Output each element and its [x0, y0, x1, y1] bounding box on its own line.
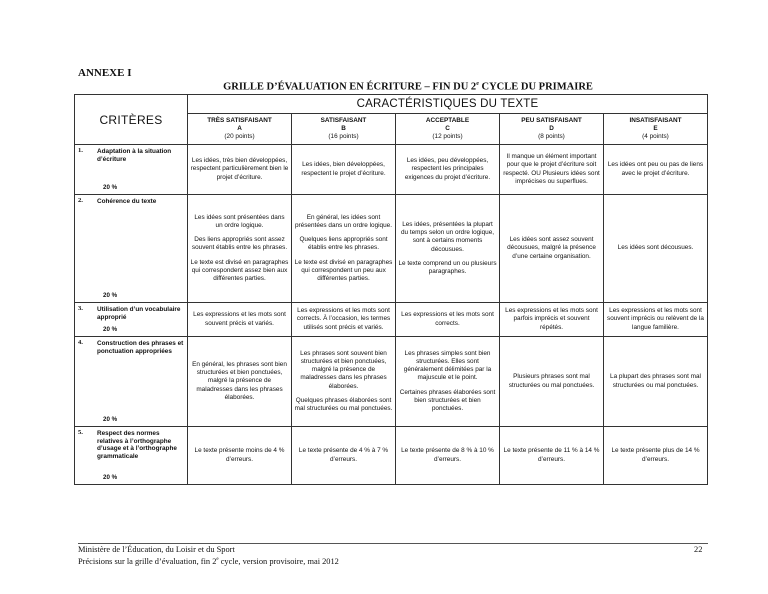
- title-text: GRILLE D’ÉVALUATION EN ÉCRITURE – FIN DU 2: [223, 81, 477, 93]
- descriptor-text: Les expressions et les mots sont corrects.: [401, 311, 494, 327]
- criterion-weight: 20 %: [103, 184, 118, 192]
- descriptor-cell-e: [604, 195, 708, 303]
- descriptor-text: Le texte présente de 8 % à 10 % d’erreurs.: [401, 447, 494, 463]
- descriptor-cell-d: [500, 195, 604, 303]
- descriptor-text: Les idées sont assez souvent décousues, malgré la présence d’une certaine organisation.: [507, 236, 596, 260]
- descriptor-cell-b: [292, 303, 396, 337]
- level-name: PEU SATISFAISANT: [521, 116, 582, 124]
- descriptor-cell-d: [500, 303, 604, 337]
- criterion-weight: 20 %: [103, 326, 118, 334]
- table-row: [75, 427, 708, 485]
- criterion-number: 2.: [78, 197, 83, 204]
- criterion-number: 5.: [78, 429, 83, 436]
- footer-ministry: Ministère de l’Éducation, du Loisir et du Sport: [78, 545, 235, 554]
- descriptor-cell-b: [292, 145, 396, 195]
- criterion-cell: [75, 337, 188, 427]
- criterion-cell: [75, 195, 188, 303]
- criterion-cell: [75, 427, 188, 485]
- descriptor-text: Il manque un élément important pour que le projet d’écriture soit respecté. OU Plusieurs idées sont imprécises ou superflues.: [503, 153, 600, 185]
- descriptor-cell-e: [604, 145, 708, 195]
- descriptor-text: Le texte présente plus de 14 % d’erreurs.: [611, 447, 700, 463]
- descriptor-cell-c: [396, 303, 500, 337]
- descriptor-cell-c: [396, 337, 500, 427]
- title-superscript: e: [476, 81, 479, 87]
- table-row: [75, 145, 708, 195]
- descriptor-text: Le texte présente de 11 % à 14 % d’erreurs.: [503, 447, 600, 463]
- level-points: (20 points): [224, 133, 255, 141]
- evaluation-grid: [74, 94, 708, 485]
- descriptor-cell-a: [188, 195, 292, 303]
- footer-doc-text: Précisions sur la grille d’évaluation, fin 2: [78, 557, 217, 566]
- descriptor-text: Plusieurs phrases sont mal structurées ou mal ponctuées.: [508, 373, 595, 389]
- level-letter: A: [237, 124, 242, 132]
- criterion-number: 4.: [78, 339, 83, 346]
- level-points: (12 points): [432, 133, 463, 141]
- descriptor-cell-b: [292, 337, 396, 427]
- descriptor-text: Quelques phrases élaborées sont mal structurées ou mal ponctuées.: [294, 396, 393, 412]
- table-row: [75, 195, 708, 303]
- descriptor-text: Les idées sont présentées dans un ordre logique.: [194, 213, 285, 230]
- table-row: [75, 337, 708, 427]
- descriptor-text: Les phrases sont souvent bien structurées et bien ponctuées, malgré la présence de maladresses dans les phrases élaborées.: [300, 349, 387, 390]
- level-name: TRÈS SATISFAISANT: [207, 116, 272, 124]
- level-points: (8 points): [538, 133, 565, 141]
- descriptor-text: Les phrases simples sont bien structurées. Elles sont généralement délimitées par la majuscule et le point.: [403, 349, 492, 382]
- criterion-name: Adaptation à la situation d’écriture: [97, 148, 172, 163]
- level-header-e: [604, 114, 708, 145]
- level-letter: D: [549, 124, 554, 132]
- descriptor-text: Les idées, présentées la plupart du temps selon un ordre logique, sont à certains moments décousues.: [400, 220, 495, 253]
- level-name: SATISFAISANT: [320, 116, 367, 124]
- descriptor-text: Le texte est divisé en paragraphes qui correspondent un peu aux différentes parties.: [294, 258, 393, 282]
- criterion-cell: [75, 145, 188, 195]
- criterion-weight: 20 %: [103, 416, 118, 424]
- descriptor-text: Les expressions et les mots sont souvent imprécis ou relèvent de la langue familière.: [607, 307, 704, 331]
- descriptor-cell-e: [604, 427, 708, 485]
- level-header-c: [396, 114, 500, 145]
- title-text-end: CYCLE DU PRIMAIRE: [478, 81, 593, 93]
- descriptor-cell-a: [188, 303, 292, 337]
- descriptor-cell-b: [292, 427, 396, 485]
- level-name: ACCEPTABLE: [425, 116, 470, 124]
- descriptor-text: Des liens appropriés sont assez souvent établis entre les phrases.: [191, 236, 288, 252]
- descriptor-cell-d: [500, 145, 604, 195]
- descriptor-text: Le texte comprend un ou plusieurs paragraphes.: [398, 259, 497, 275]
- footer-document: [78, 557, 339, 566]
- descriptor-text: Quelques liens appropriés sont établis entre les phrases.: [299, 236, 388, 252]
- descriptor-text: Les idées ont peu ou pas de liens avec le projet d’écriture.: [607, 161, 704, 177]
- descriptor-cell-d: [500, 427, 604, 485]
- descriptor-cell-b: [292, 195, 396, 303]
- descriptor-cell-c: [396, 427, 500, 485]
- descriptor-text: Les idées, peu développées, respectent les principales exigences du projet d’écriture.: [404, 157, 491, 181]
- descriptor-cell-d: [500, 337, 604, 427]
- descriptor-text: Les expressions et les mots sont corrects. À l’occasion, les termes utilisés sont précis et variés.: [296, 307, 391, 331]
- criterion-name: Respect des normes relatives à l’orthographe d’usage et à l’orthographe grammaticale: [97, 430, 177, 461]
- level-letter: C: [445, 124, 450, 132]
- table-row: [75, 303, 708, 337]
- descriptor-text: Les expressions et les mots sont parfois imprécis et souvent répétés.: [505, 307, 598, 331]
- level-letter: E: [653, 124, 658, 132]
- page-title: [188, 81, 628, 93]
- descriptor-text: La plupart des phrases sont mal structurées ou mal ponctuées.: [610, 373, 701, 389]
- footer-divider: [78, 543, 708, 544]
- annex-label: ANNEXE I: [78, 67, 132, 79]
- descriptor-text: Certaines phrases élaborées sont bien structurées et bien ponctuées.: [399, 388, 496, 412]
- descriptor-cell-c: [396, 195, 500, 303]
- descriptor-text: Le texte est divisé en paragraphes qui correspondent assez bien aux différentes parties.: [190, 258, 289, 282]
- descriptor-cell-e: [604, 303, 708, 337]
- descriptor-text: En général, les idées sont présentées dans un ordre logique.: [295, 213, 392, 230]
- descriptor-text: Le texte présente de 4 % à 7 % d’erreurs.: [298, 447, 389, 463]
- level-letter: B: [341, 124, 346, 132]
- level-header-b: [292, 114, 396, 145]
- criterion-weight: 20 %: [103, 292, 118, 300]
- descriptor-cell-a: [188, 427, 292, 485]
- footer-doc-superscript: e: [216, 557, 219, 563]
- descriptor-cell-a: [188, 337, 292, 427]
- footer-doc-text-end: cycle, version provisoire, mai 2012: [218, 557, 339, 566]
- criteria-header: CRITÈRES: [75, 95, 188, 145]
- descriptor-text: Les idées sont décousues.: [617, 244, 694, 252]
- criterion-number: 3.: [78, 305, 83, 312]
- page-number: 22: [694, 545, 703, 554]
- level-name: INSATISFAISANT: [629, 116, 682, 124]
- level-points: (4 points): [642, 133, 669, 141]
- descriptor-text: Le texte présente moins de 4 % d’erreurs.: [194, 447, 285, 463]
- criterion-weight: 20 %: [103, 474, 118, 482]
- criterion-number: 1.: [78, 147, 83, 154]
- descriptor-cell-e: [604, 337, 708, 427]
- level-points: (16 points): [328, 133, 359, 141]
- level-header-a: [188, 114, 292, 145]
- descriptor-text: Les expressions et les mots sont souvent précis et variés.: [193, 311, 286, 327]
- descriptor-text: En général, les phrases sont bien structurées et bien ponctuées, malgré la présence de maladresses dans les phrases élaborées.: [192, 361, 287, 401]
- descriptor-text: Les idées, bien développées, respectent le projet d’écriture.: [301, 161, 386, 177]
- criterion-name: Utilisation d’un vocabulaire approprié: [97, 306, 181, 321]
- criterion-name: Construction des phrases et ponctuation appropriées: [97, 340, 184, 355]
- descriptor-cell-a: [188, 145, 292, 195]
- level-header-d: [500, 114, 604, 145]
- characteristics-header: CARACTÉRISTIQUES DU TEXTE: [188, 95, 708, 114]
- descriptor-cell-c: [396, 145, 500, 195]
- criterion-cell: [75, 303, 188, 337]
- descriptor-text: Les idées, très bien développées, respectent particulièrement bien le projet d’écriture.: [190, 157, 289, 181]
- criterion-name: Cohérence du texte: [97, 198, 157, 205]
